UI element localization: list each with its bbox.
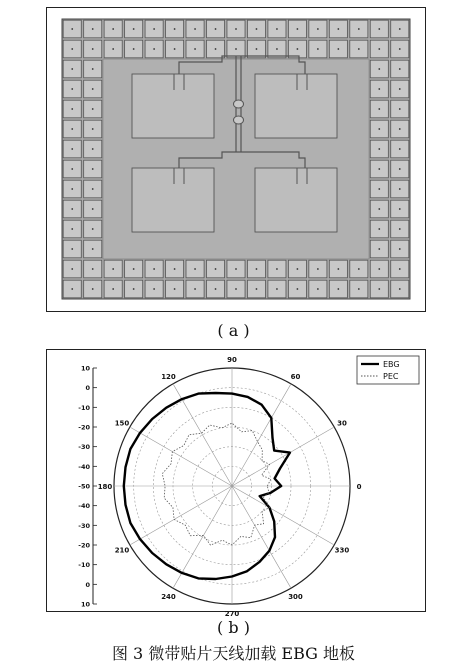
- ebg-via: [378, 248, 380, 250]
- ebg-via: [71, 268, 73, 270]
- radial-tick-label: -20: [78, 423, 90, 432]
- grid-spoke: [130, 486, 232, 545]
- ebg-via: [92, 168, 94, 170]
- ebg-via: [112, 48, 114, 50]
- caption-b: ( b ): [217, 618, 250, 637]
- ebg-via: [92, 108, 94, 110]
- ebg-via: [358, 288, 360, 290]
- ebg-via: [399, 108, 401, 110]
- grid-spoke: [232, 486, 334, 545]
- angle-label: 30: [337, 419, 347, 428]
- ebg-via: [235, 28, 237, 30]
- ebg-via: [133, 288, 135, 290]
- ebg-via: [71, 88, 73, 90]
- ebg-via: [71, 228, 73, 230]
- ebg-via: [378, 108, 380, 110]
- ebg-via: [92, 228, 94, 230]
- ebg-via: [71, 288, 73, 290]
- radial-tick-label: 10: [80, 600, 90, 609]
- ebg-via: [256, 268, 258, 270]
- ebg-via: [378, 68, 380, 70]
- ebg-via: [92, 48, 94, 50]
- ebg-via: [378, 48, 380, 50]
- ebg-via: [194, 268, 196, 270]
- radial-tick-label: -40: [78, 502, 90, 511]
- radial-tick-label: 0: [85, 580, 90, 589]
- ebg-via: [358, 28, 360, 30]
- series-pec: [162, 423, 270, 545]
- angle-labels: [98, 356, 362, 618]
- grid-spoke: [232, 427, 334, 486]
- radial-tick-label: 10: [80, 364, 90, 373]
- patch-4: [255, 168, 337, 232]
- ebg-via: [92, 268, 94, 270]
- ebg-via: [92, 28, 94, 30]
- ebg-via: [133, 268, 135, 270]
- ebg-via: [153, 48, 155, 50]
- ebg-via: [399, 268, 401, 270]
- angle-label: 240: [161, 592, 176, 601]
- radial-tick-label: -50: [78, 482, 90, 491]
- ebg-via: [399, 208, 401, 210]
- ebg-via: [71, 188, 73, 190]
- ebg-via: [112, 288, 114, 290]
- ebg-via: [399, 148, 401, 150]
- panel-b-radiation-pattern: [46, 349, 426, 618]
- ebg-structure-drawing: [47, 8, 425, 311]
- ebg-via: [399, 168, 401, 170]
- patch-3: [132, 168, 214, 232]
- ebg-via: [133, 48, 135, 50]
- ebg-via: [297, 288, 299, 290]
- ebg-via: [256, 28, 258, 30]
- angle-label: 270: [224, 610, 240, 618]
- ebg-via: [92, 208, 94, 210]
- ebg-via: [297, 268, 299, 270]
- polar-grid: [114, 368, 350, 604]
- ebg-via: [317, 268, 319, 270]
- ebg-via: [399, 288, 401, 290]
- ebg-via: [71, 208, 73, 210]
- ebg-via: [317, 48, 319, 50]
- ebg-via: [399, 228, 401, 230]
- ebg-via: [92, 188, 94, 190]
- radial-tick-label: -20: [78, 541, 90, 550]
- ebg-via: [337, 28, 339, 30]
- ebg-via: [297, 48, 299, 50]
- ebg-via: [194, 48, 196, 50]
- angle-label: 210: [114, 546, 130, 555]
- ebg-via: [337, 268, 339, 270]
- ebg-via: [358, 268, 360, 270]
- ebg-via: [194, 288, 196, 290]
- ebg-via: [378, 88, 380, 90]
- ebg-via: [92, 148, 94, 150]
- grid-spoke: [130, 427, 232, 486]
- ebg-via: [235, 48, 237, 50]
- figure-title: 图 3 微带贴片天线加载 EBG 地板: [111, 644, 356, 663]
- ebg-via: [71, 148, 73, 150]
- ebg-via: [215, 288, 217, 290]
- angle-label: 180: [97, 483, 113, 491]
- ebg-via: [337, 48, 339, 50]
- radial-tick-label: -10: [78, 561, 90, 570]
- radial-tick-label: -40: [78, 462, 90, 471]
- ebg-via: [235, 268, 237, 270]
- ebg-via: [71, 108, 73, 110]
- angle-label: 330: [334, 546, 350, 555]
- ebg-via: [112, 268, 114, 270]
- angle-label: 150: [114, 419, 130, 428]
- ebg-via: [153, 268, 155, 270]
- ebg-via: [256, 48, 258, 50]
- ebg-via: [297, 28, 299, 30]
- angle-label: 90: [227, 356, 237, 364]
- ebg-via: [235, 288, 237, 290]
- ebg-via: [92, 288, 94, 290]
- ebg-via: [276, 268, 278, 270]
- caption-a: ( a ): [217, 321, 250, 340]
- radial-tick-label: -30: [78, 443, 90, 452]
- radial-tick-label: -30: [78, 521, 90, 530]
- radial-tick-labels: [78, 365, 97, 609]
- ebg-via: [174, 28, 176, 30]
- ebg-via: [215, 48, 217, 50]
- ebg-via: [399, 128, 401, 130]
- panel-a-ebg-structure: [46, 7, 426, 312]
- ebg-via: [378, 188, 380, 190]
- ebg-via: [71, 68, 73, 70]
- legend-label-pec: PEC: [383, 372, 399, 381]
- polar-chart: [47, 350, 425, 618]
- ebg-via: [215, 268, 217, 270]
- ebg-via: [378, 148, 380, 150]
- angle-label: 0: [356, 483, 362, 491]
- ebg-via: [92, 68, 94, 70]
- ebg-via: [378, 168, 380, 170]
- ebg-via: [378, 228, 380, 230]
- ebg-via: [378, 268, 380, 270]
- radial-tick-label: 0: [85, 384, 90, 393]
- legend: [357, 356, 419, 384]
- ebg-via: [337, 288, 339, 290]
- ebg-via: [112, 28, 114, 30]
- patch-2: [255, 74, 337, 138]
- ebg-via: [133, 28, 135, 30]
- grid-spoke: [232, 384, 291, 486]
- ebg-via: [399, 188, 401, 190]
- feed-junction: [234, 116, 244, 124]
- ebg-via: [276, 288, 278, 290]
- ebg-via: [378, 208, 380, 210]
- ebg-via: [71, 248, 73, 250]
- ebg-via: [399, 88, 401, 90]
- ebg-via: [71, 28, 73, 30]
- patch-1: [132, 74, 214, 138]
- ebg-via: [256, 288, 258, 290]
- radial-tick-label: -10: [78, 403, 90, 412]
- ebg-via: [92, 88, 94, 90]
- ebg-via: [215, 28, 217, 30]
- ebg-via: [378, 288, 380, 290]
- ebg-via: [378, 28, 380, 30]
- ebg-via: [378, 128, 380, 130]
- ebg-via: [399, 48, 401, 50]
- ebg-via: [92, 128, 94, 130]
- ebg-via: [174, 268, 176, 270]
- ebg-via: [174, 48, 176, 50]
- ebg-via: [358, 48, 360, 50]
- ebg-via: [276, 28, 278, 30]
- ebg-via: [194, 28, 196, 30]
- ebg-via: [153, 288, 155, 290]
- ebg-via: [276, 48, 278, 50]
- ebg-via: [71, 48, 73, 50]
- ebg-via: [71, 168, 73, 170]
- angle-label: 300: [288, 592, 303, 601]
- ebg-via: [399, 248, 401, 250]
- ebg-via: [174, 288, 176, 290]
- feed-junction: [234, 100, 244, 108]
- ebg-via: [399, 68, 401, 70]
- ebg-via: [317, 288, 319, 290]
- legend-label-ebg: EBG: [383, 360, 400, 369]
- ebg-via: [317, 28, 319, 30]
- ebg-via: [71, 128, 73, 130]
- angle-label: 60: [290, 373, 301, 382]
- ebg-via: [92, 248, 94, 250]
- ebg-via: [153, 28, 155, 30]
- ebg-via: [399, 28, 401, 30]
- angle-label: 120: [161, 373, 176, 382]
